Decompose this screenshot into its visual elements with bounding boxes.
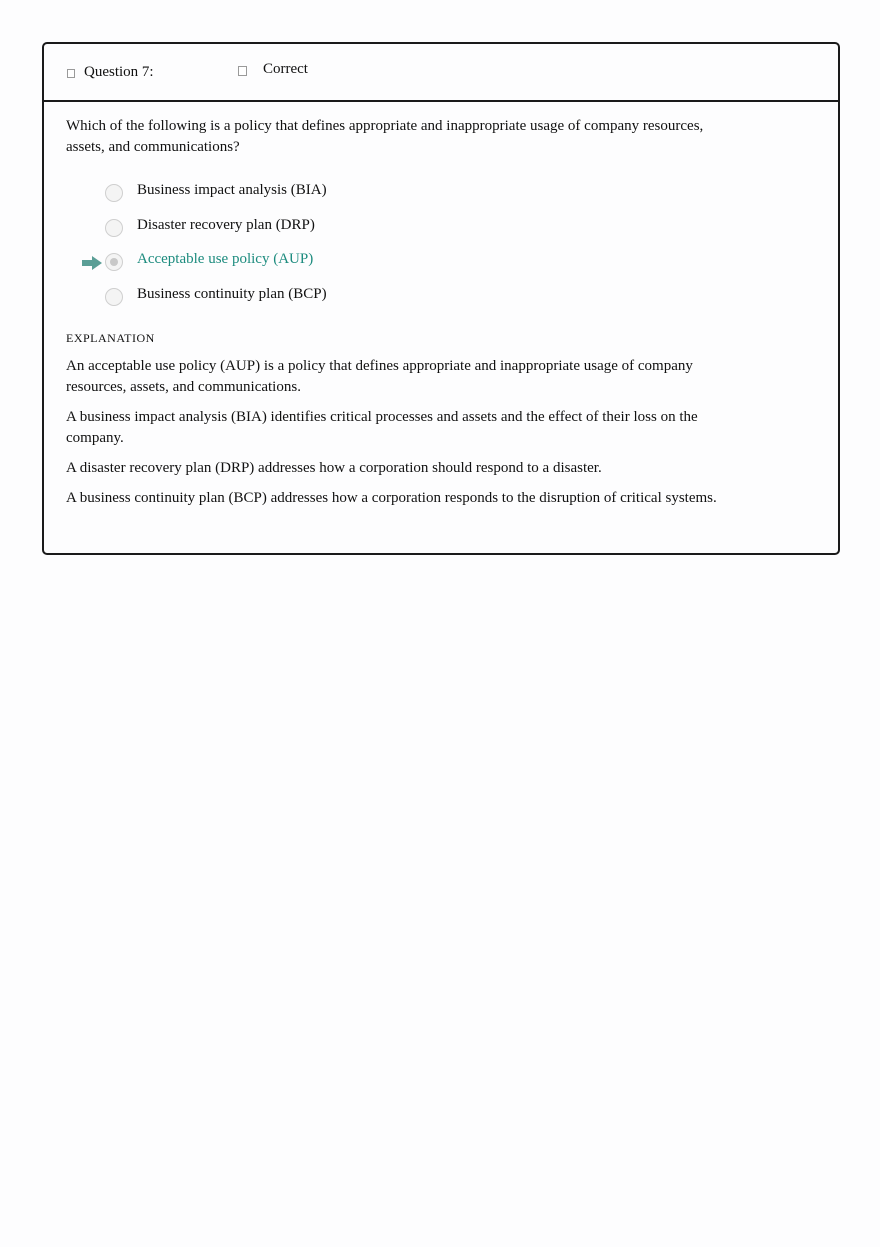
question-number: Question 7: (84, 64, 154, 80)
answer-option-aup[interactable] (44, 249, 838, 277)
radio-button[interactable] (105, 184, 123, 202)
radio-button[interactable] (105, 219, 123, 237)
question-text: Which of the following is a policy that defines appropriate and inappropriate usage of company resources, assets, and communications? (66, 118, 704, 155)
explanation-paragraph: A business impact analysis (BIA) identifies critical processes and assets and the effect of their loss on the company. (66, 409, 698, 446)
status-checkbox-icon (238, 66, 247, 76)
answer-option-bcp[interactable] (44, 284, 838, 312)
question-header (44, 44, 838, 102)
answer-option-bia[interactable] (44, 180, 838, 208)
radio-button[interactable] (105, 288, 123, 306)
explanation-paragraph: A disaster recovery plan (DRP) addresses how a corporation should respond to a disaster. (66, 460, 602, 476)
status-badge: Correct (263, 61, 308, 77)
arrow-right-icon (82, 256, 102, 270)
question-checkbox-icon (67, 69, 75, 78)
answer-option-label: Acceptable use policy (AUP) (137, 251, 314, 267)
explanation-paragraph: An acceptable use policy (AUP) is a policy that defines appropriate and inappropriate usage of company resources, assets, and communications. (66, 358, 693, 395)
question-card (42, 42, 840, 555)
answer-option-drp[interactable] (44, 215, 838, 243)
answer-option-label: Business continuity plan (BCP) (137, 286, 327, 302)
answer-option-label: Business impact analysis (BIA) (137, 182, 327, 198)
explanation-heading: EXPLANATION (66, 331, 155, 345)
answer-option-label: Disaster recovery plan (DRP) (137, 217, 315, 233)
explanation-paragraph: A business continuity plan (BCP) addresses how a corporation responds to the disruption of critical systems. (66, 490, 717, 506)
radio-dot (110, 258, 118, 266)
explanation-body (66, 356, 721, 518)
radio-button-selected[interactable] (105, 253, 123, 271)
